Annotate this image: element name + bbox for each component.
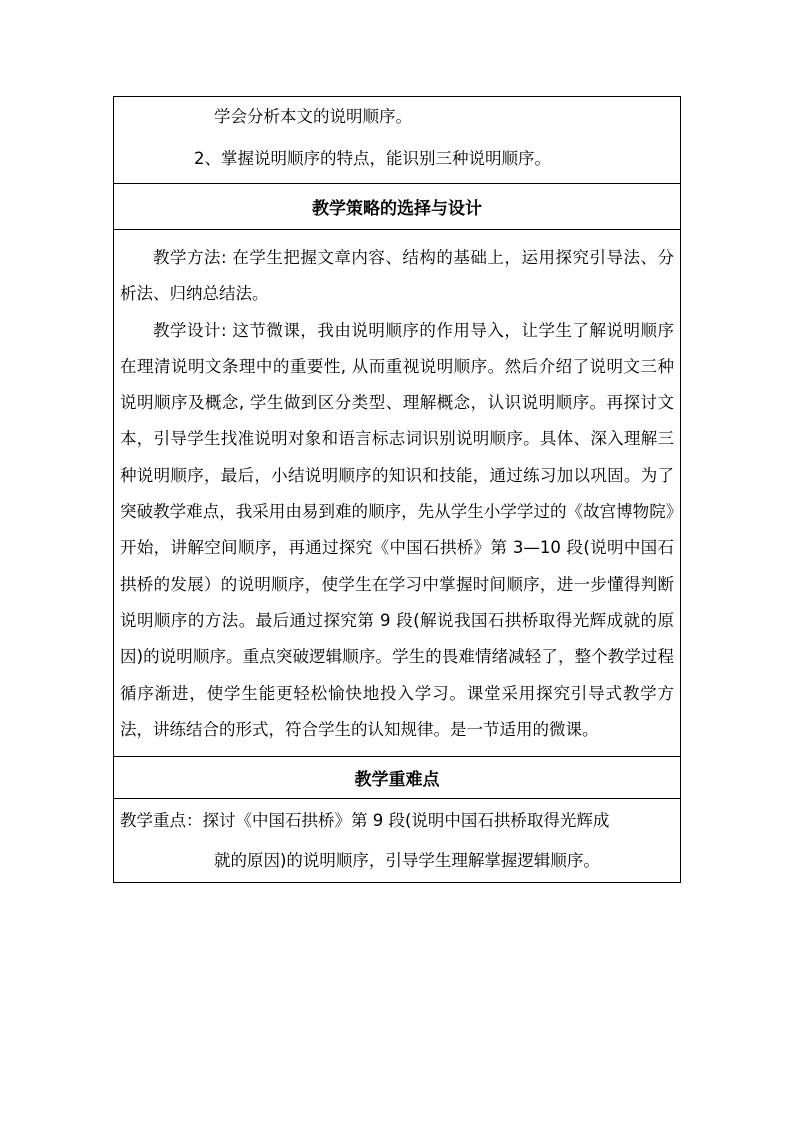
teaching-design-paragraph: 教学设计: 这节微课，我由说明顺序的作用导入，让学生了解说明顺序在理清说明文条理中的重要性, 从而重视说明顺序。然后介绍了说明文三种说明顺序及概念, 学生做到区分类型、理解概念，认识说明顺序。再探讨文本，引导学生找准说明对象和语言标志词识别说明顺序。具体、深入理解三种说明顺序，最后，小结说明顺序的知识和技能，通过练习加以巩固。为了突破教学难点，我采用由易到难的顺序，先从学生小学学过的《故宫博物院》开始，讲解空间顺序，再通过探究《中国石拱桥》第 3—10 段(说明中国石拱桥的发展）的说明顺序，使学生在学习中掌握时间顺序，进一步懂得判断说明顺序的方法。最后通过探究第 9 段(解说我国石拱桥取得光辉成就的原因)的说明顺序。重点突破逻辑顺序。学生的畏难情绪减轻了，整个教学过程循序渐进，使学生能更轻松愉快地投入学习。课堂采用探究引导式教学方法，讲练结合的形式，符合学生的认知规律。是一节适用的微课。 xyxy=(120,320,674,739)
key-point-line-2: 就的原因)的说明顺序，引导学生理解掌握逻辑顺序。 xyxy=(214,851,600,871)
lesson-plan-table xyxy=(113,96,681,883)
key-point-line-1: 教学重点：探讨《中国石拱桥》第 9 段(说明中国石拱桥取得光辉成 xyxy=(120,811,610,831)
key-points-body xyxy=(114,798,680,882)
objectives-cell xyxy=(114,97,680,183)
teaching-method-paragraph: 教学方法: 在学生把握文章内容、结构的基础上，运用探究引导法、分析法、归纳总结法。 xyxy=(120,248,674,304)
strategy-body xyxy=(114,229,680,756)
objective-line-1: 学会分析本文的说明顺序。 xyxy=(214,107,412,126)
key-points-heading: 教学重难点 xyxy=(114,756,680,798)
strategy-heading: 教学策略的选择与设计 xyxy=(114,183,680,229)
objective-line-2: 2、掌握说明顺序的特点，能识别三种说明顺序。 xyxy=(194,149,551,168)
